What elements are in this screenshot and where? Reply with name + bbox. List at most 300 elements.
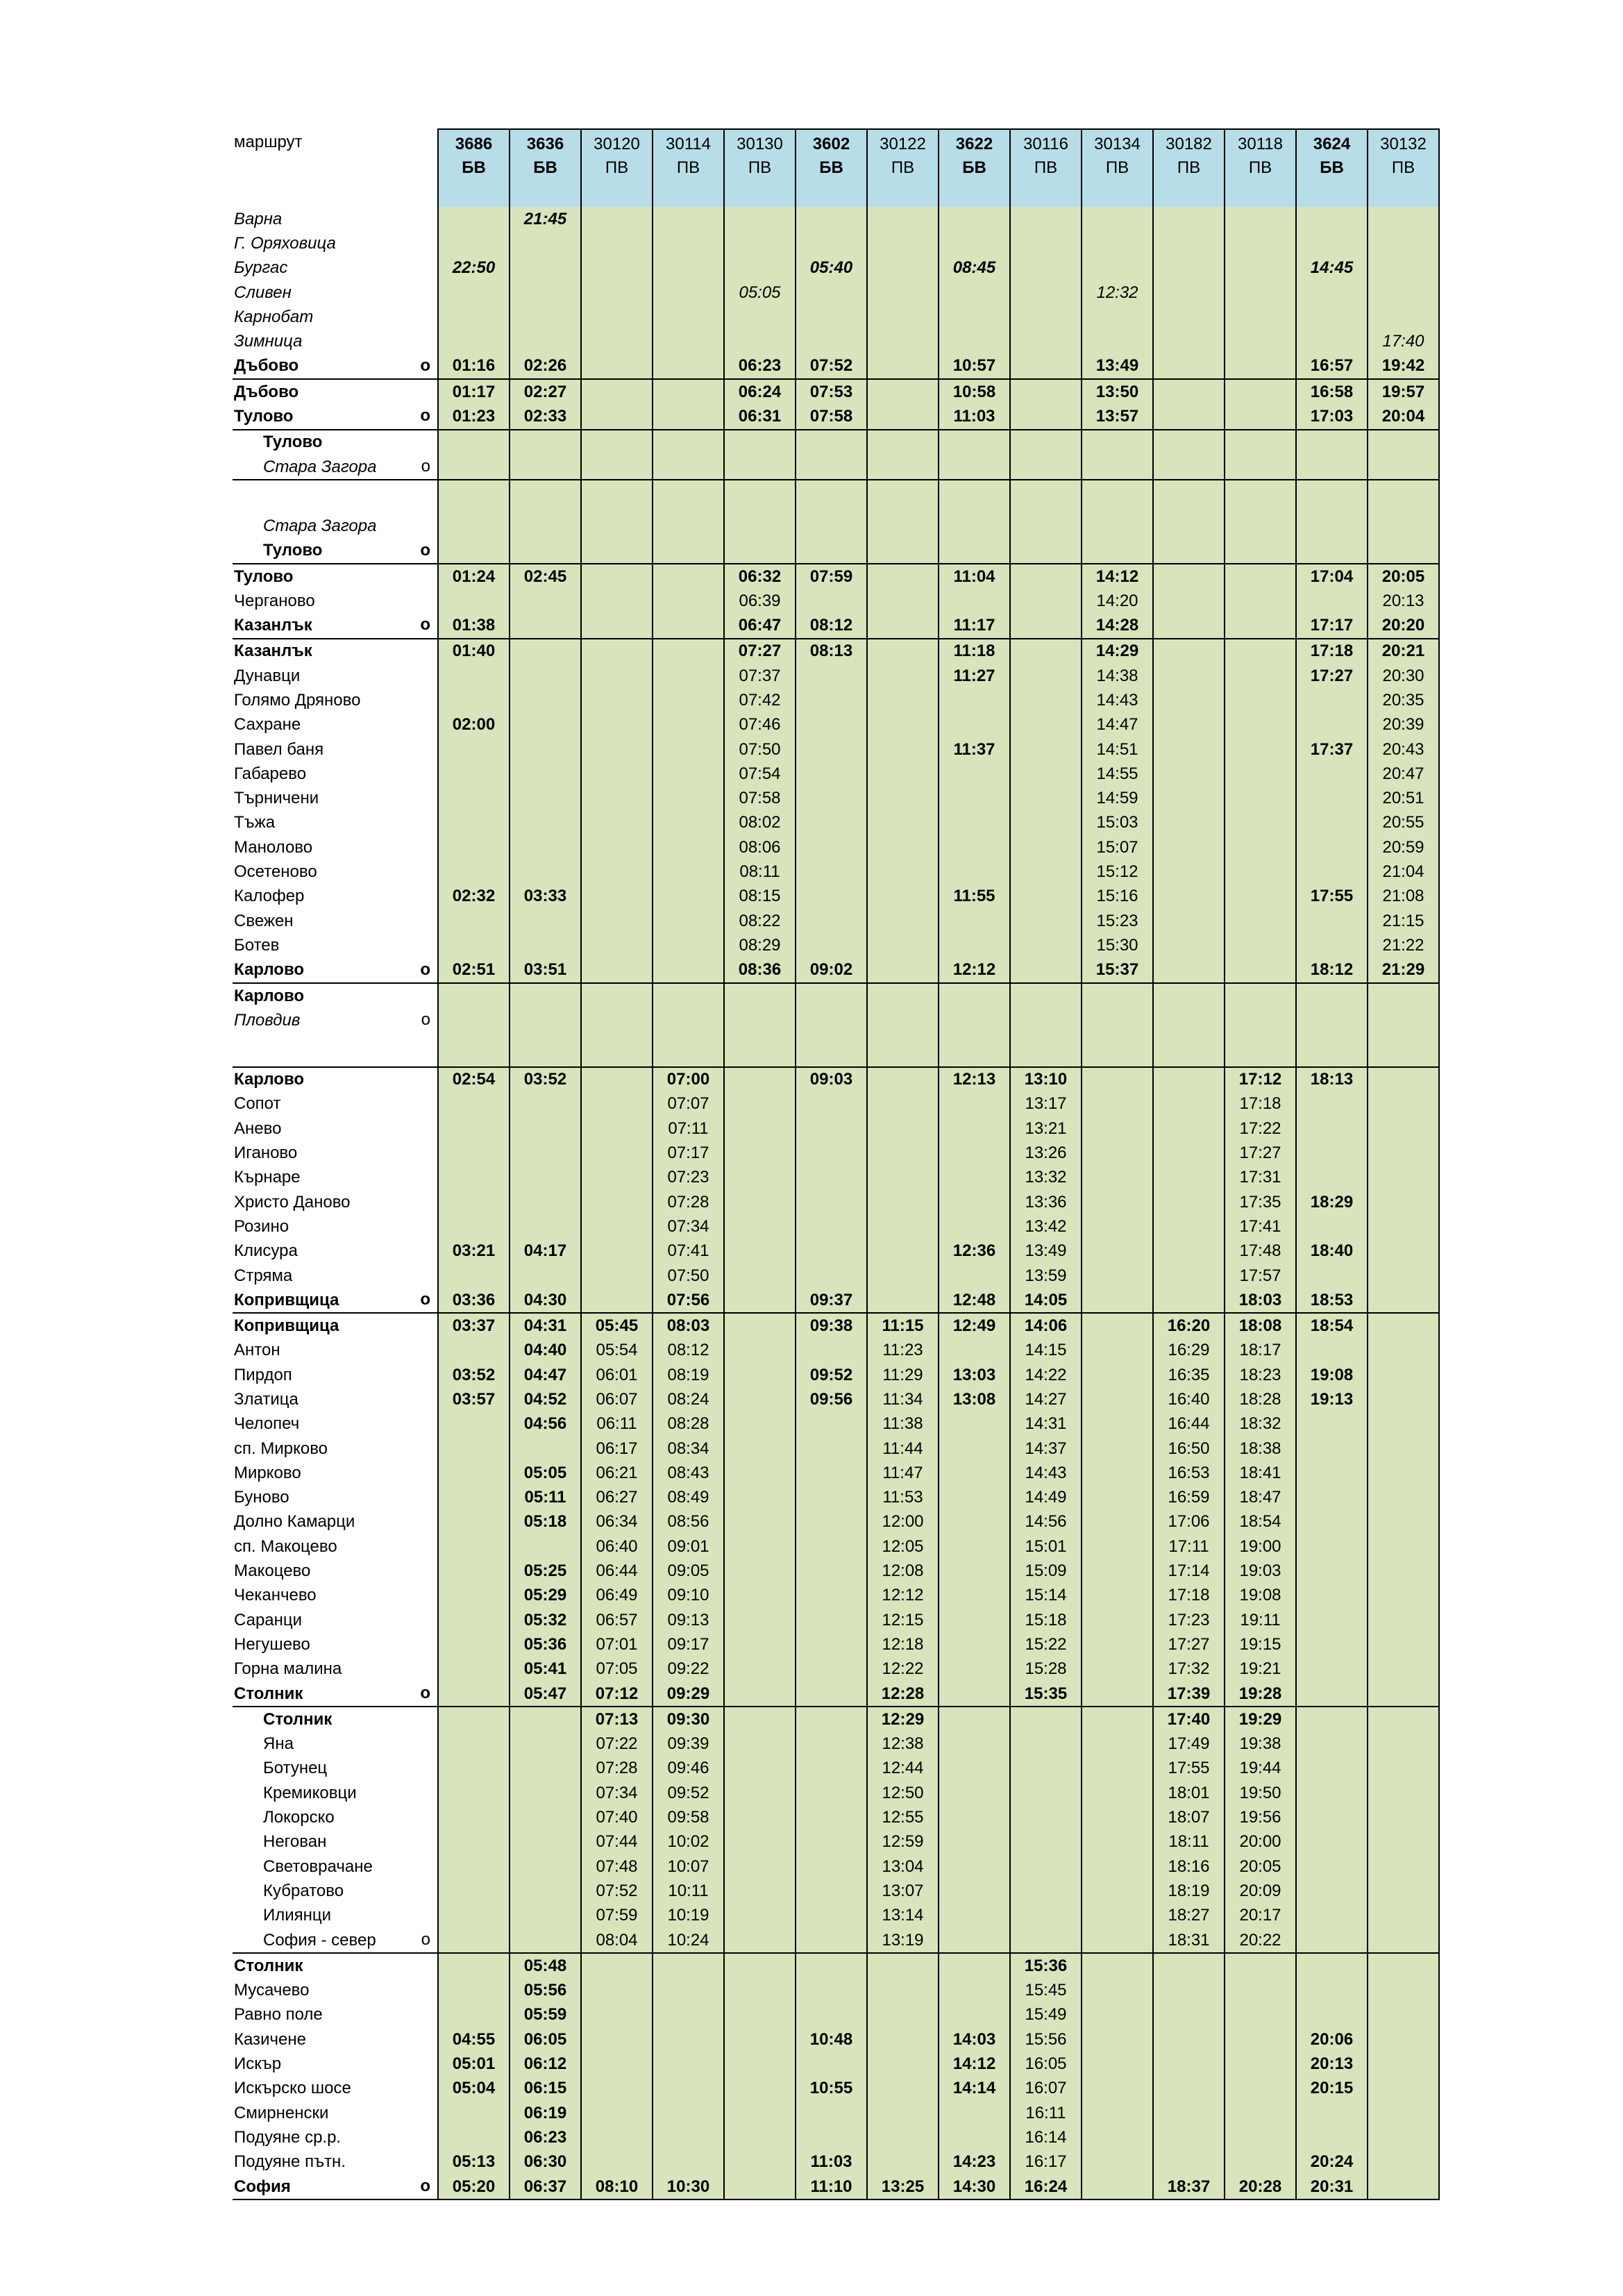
time-cell [1010,835,1082,860]
time-cell [1225,1008,1296,1032]
time-cell: 04:17 [510,1239,581,1264]
time-cell: 17:39 [1153,1682,1225,1707]
time-cell: 03:36 [438,1288,510,1313]
time-cell: 17:27 [1296,664,1368,688]
time-cell: 07:23 [653,1166,724,1190]
time-cell [1082,1608,1153,1632]
time-cell [1082,231,1153,255]
train-header [796,129,867,207]
table-row [233,639,1439,664]
time-cell [939,811,1010,835]
route-label: маршрут [234,133,303,151]
time-cell [939,713,1010,737]
time-cell [939,430,1010,455]
time-cell: 05:04 [438,2077,510,2101]
time-cell: 11:04 [939,564,1010,589]
time-cell [796,1166,867,1190]
time-cell [1010,1854,1082,1879]
time-cell [1082,1707,1153,1732]
time-cell: 22:50 [438,256,510,280]
time-cell [1225,2125,1296,2150]
time-cell [1082,329,1153,353]
time-cell: 17:48 [1225,1239,1296,1264]
time-cell: 16:05 [1010,2052,1082,2076]
arrival-marker: о [420,540,430,560]
time-cell [1082,1510,1153,1534]
time-cell [939,1657,1010,1682]
time-cell [796,280,867,305]
time-cell [581,909,653,933]
time-cell: 18:27 [1153,1904,1225,1928]
time-cell [796,1608,867,1632]
time-cell [1225,1033,1296,1067]
time-cell: 13:49 [1010,1239,1082,1264]
time-cell [1368,1214,1439,1239]
time-cell [1225,787,1296,811]
time-cell: 07:44 [581,1830,653,1854]
time-cell: 07:56 [653,1288,724,1313]
time-cell [1368,1928,1439,1953]
time-cell: 08:29 [724,933,796,957]
time-cell [581,639,653,664]
time-cell [867,404,939,429]
train-number: 30118 [1238,135,1283,153]
time-cell [438,860,510,884]
time-cell: 03:57 [438,1387,510,1411]
time-cell [724,1116,796,1141]
time-cell [653,280,724,305]
time-cell [1082,1363,1153,1387]
time-cell: 13:49 [1082,354,1153,379]
time-cell: 17:49 [1153,1732,1225,1757]
time-cell [1296,1412,1368,1436]
time-cell [1296,1682,1368,1707]
station-cell [233,231,438,255]
station-name: Столник [234,1956,303,1975]
station-cell [233,639,438,664]
train-header [867,129,939,207]
time-cell [1368,1757,1439,1781]
station-name: Голямо Дряново [234,690,361,710]
station-name: Свежен [234,911,294,930]
time-cell [438,207,510,231]
time-cell [1296,2003,1368,2027]
time-cell [653,933,724,957]
arrival-marker: о [420,1290,430,1309]
time-cell [796,1854,867,1879]
station-name: Антон [234,1341,280,1360]
time-cell [1082,1141,1153,1165]
time-cell [438,2101,510,2125]
time-cell [1296,1757,1368,1781]
time-cell: 09:01 [653,1534,724,1559]
time-cell [1082,480,1153,514]
time-cell [653,2125,724,2150]
time-cell: 12:13 [939,1067,1010,1092]
time-cell [867,1978,939,2002]
time-cell [1296,1214,1368,1239]
time-cell [724,1978,796,2002]
time-cell [653,2150,724,2175]
time-cell [1010,787,1082,811]
train-header [1368,129,1439,207]
time-cell [438,1657,510,1682]
station-cell [233,1854,438,1879]
time-cell [1153,1953,1225,1978]
time-cell: 01:23 [438,404,510,429]
time-cell [724,1559,796,1583]
time-cell: 14:38 [1082,664,1153,688]
time-cell [581,589,653,613]
table-row [233,589,1439,613]
time-cell [438,1707,510,1732]
time-cell [1296,787,1368,811]
time-cell: 12:08 [867,1559,939,1583]
time-cell: 11:47 [867,1461,939,1485]
time-cell: 14:15 [1010,1339,1082,1363]
station-name: Кремиковци [263,1783,357,1802]
station-name: Казанлък [234,616,312,635]
time-cell [1010,480,1082,514]
time-cell [653,1033,724,1067]
time-cell [724,305,796,329]
time-cell: 14:28 [1082,613,1153,638]
time-cell [1296,305,1368,329]
time-cell: 11:17 [939,613,1010,638]
station-name: Стряма [234,1266,293,1285]
time-cell: 06:12 [510,2052,581,2076]
time-cell: 10:02 [653,1830,724,1854]
time-cell: 05:05 [510,1461,581,1485]
table-row [233,787,1439,811]
time-cell [796,1116,867,1141]
time-cell [1010,1904,1082,1928]
train-header [581,129,653,207]
time-cell: 11:18 [939,639,1010,664]
time-cell [1082,1854,1153,1879]
time-cell [1153,564,1225,589]
time-cell [796,1682,867,1707]
time-cell: 09:13 [653,1608,724,1632]
time-cell [581,1239,653,1264]
time-cell [438,1534,510,1559]
time-cell: 11:15 [867,1313,939,1338]
station-name: Тъжа [234,813,276,832]
time-cell: 07:37 [724,664,796,688]
time-cell: 20:00 [1225,1830,1296,1854]
time-cell [1082,1757,1153,1781]
station-name: Мирково [234,1463,301,1482]
train-header [1082,129,1153,207]
table-row [233,514,1439,538]
time-cell [653,207,724,231]
time-cell [724,2125,796,2150]
time-cell: 11:27 [939,664,1010,688]
time-cell [1153,404,1225,429]
time-cell [438,280,510,305]
time-cell [581,2052,653,2076]
time-cell [1368,231,1439,255]
time-cell [724,480,796,514]
time-cell: 15:07 [1082,835,1153,860]
time-cell [1225,305,1296,329]
time-cell [867,514,939,538]
time-cell: 07:52 [796,354,867,379]
time-cell: 03:52 [438,1363,510,1387]
station-cell [233,2003,438,2027]
time-cell: 16:40 [1153,1387,1225,1411]
time-cell [939,1436,1010,1461]
station-name: Столник [263,1709,333,1729]
time-cell [1296,835,1368,860]
table-row [233,1978,1439,2002]
time-cell [1368,1339,1439,1363]
time-cell [724,2027,796,2052]
time-cell: 16:59 [1153,1486,1225,1510]
station-cell [233,2077,438,2101]
time-cell [1225,713,1296,737]
time-cell: 07:13 [581,1707,653,1732]
time-cell [1296,207,1368,231]
time-cell [653,480,724,514]
time-cell: 18:41 [1225,1461,1296,1485]
time-cell [438,664,510,688]
time-cell [939,2125,1010,2150]
station-name: Локорско [263,1808,335,1827]
time-cell: 05:41 [510,1657,581,1682]
time-cell [1368,1534,1439,1559]
time-cell: 07:48 [581,1854,653,1879]
time-cell: 10:55 [796,2077,867,2101]
time-cell [939,1757,1010,1781]
time-cell [939,983,1010,1008]
time-cell: 13:36 [1010,1190,1082,1214]
time-cell: 06:39 [724,589,796,613]
time-cell [510,787,581,811]
time-cell [724,1805,796,1829]
time-cell [1082,1339,1153,1363]
time-cell [1082,1632,1153,1657]
time-cell [1225,480,1296,514]
time-cell [438,1166,510,1190]
time-cell [796,1707,867,1732]
time-cell [867,613,939,638]
time-cell: 07:50 [653,1264,724,1288]
time-cell: 14:45 [1296,256,1368,280]
table-row [233,933,1439,957]
time-cell [1153,983,1225,1008]
time-cell [1296,1732,1368,1757]
time-cell [796,1757,867,1781]
time-cell [867,1953,939,1978]
time-cell [1225,762,1296,786]
time-cell [438,455,510,480]
time-cell: 15:16 [1082,885,1153,909]
time-cell [510,1879,581,1903]
table-row [233,280,1439,305]
station-cell [233,933,438,957]
table-row [233,231,1439,255]
station-name: Негушево [234,1634,310,1654]
time-cell [1153,231,1225,255]
station-name: Павел баня [234,739,324,759]
train-header [1225,129,1296,207]
time-cell [796,1008,867,1032]
time-cell [438,811,510,835]
time-cell [939,1033,1010,1067]
time-cell [724,1339,796,1363]
time-cell: 13:25 [867,2175,939,2199]
time-cell: 12:36 [939,1239,1010,1264]
time-cell [724,1008,796,1032]
time-cell: 14:29 [1082,639,1153,664]
time-cell: 18:08 [1225,1313,1296,1338]
time-cell [796,329,867,353]
station-name: Сливен [234,283,292,302]
time-cell [1153,688,1225,712]
time-cell [1368,1486,1439,1510]
time-cell [510,1707,581,1732]
time-cell: 07:41 [653,1239,724,1264]
time-cell [796,1978,867,2002]
table-row [233,1387,1439,1411]
time-cell [1010,909,1082,933]
time-cell: 05:59 [510,2003,581,2027]
time-cell [796,2101,867,2125]
table-row [233,1092,1439,1116]
table-row [233,1339,1439,1363]
time-cell [1082,2175,1153,2199]
time-cell: 08:06 [724,835,796,860]
time-cell [1082,1387,1153,1411]
time-cell [438,762,510,786]
time-cell [1296,455,1368,480]
time-cell: 07:17 [653,1141,724,1165]
time-cell [796,1781,867,1805]
time-cell [939,1412,1010,1436]
time-cell: 10:07 [653,1854,724,1879]
time-cell [1153,1008,1225,1032]
station-cell [233,787,438,811]
time-cell: 13:42 [1010,1214,1082,1239]
time-cell: 10:57 [939,354,1010,379]
time-cell [653,305,724,329]
time-cell: 20:30 [1368,664,1439,688]
time-cell: 17:17 [1296,613,1368,638]
time-cell: 13:14 [867,1904,939,1928]
time-cell [867,860,939,884]
station-cell [233,1559,438,1583]
time-cell: 02:54 [438,1067,510,1092]
time-cell [438,1854,510,1879]
time-cell: 20:35 [1368,688,1439,712]
time-cell [1225,613,1296,638]
time-cell [867,564,939,589]
time-cell: 14:23 [939,2150,1010,2175]
train-type: БВ [962,158,986,177]
time-cell [939,455,1010,480]
time-cell [939,835,1010,860]
station-name: Челопеч [234,1414,300,1434]
time-cell [1153,909,1225,933]
table-row [233,1033,1439,1067]
time-cell [867,1008,939,1032]
train-number: 30120 [594,135,640,153]
time-cell [939,909,1010,933]
table-row [233,480,1439,514]
time-cell [1010,713,1082,737]
time-cell [939,1339,1010,1363]
time-cell [724,455,796,480]
time-cell [1368,1067,1439,1092]
time-cell: 06:24 [724,379,796,404]
station-name: Дунавци [234,666,301,685]
time-cell: 04:56 [510,1412,581,1436]
table-row [233,1584,1439,1608]
time-cell: 11:23 [867,1339,939,1363]
time-cell: 07:52 [581,1879,653,1903]
time-cell [867,2027,939,2052]
time-cell [724,1486,796,1510]
station-name: Анево [234,1118,282,1138]
time-cell [796,909,867,933]
table-row [233,613,1439,638]
station-name: Казанлък [234,642,312,661]
time-cell [1225,455,1296,480]
time-cell: 15:03 [1082,811,1153,835]
time-cell [438,1033,510,1067]
table-row [233,2125,1439,2150]
time-cell [1225,983,1296,1008]
time-cell [1296,1830,1368,1854]
station-name: Световрачане [263,1857,373,1876]
station-name: Кубратово [263,1881,344,1900]
time-cell: 06:05 [510,2027,581,2052]
station-cell [233,280,438,305]
time-cell [1153,1092,1225,1116]
time-cell [724,1239,796,1264]
time-cell: 05:48 [510,1953,581,1978]
time-cell: 05:20 [438,2175,510,2199]
time-cell [1296,983,1368,1008]
time-cell [939,1190,1010,1214]
time-cell [1082,455,1153,480]
train-header [1296,129,1368,207]
time-cell [510,280,581,305]
time-cell: 17:14 [1153,1559,1225,1583]
time-cell [1368,1830,1439,1854]
time-cell: 18:54 [1225,1510,1296,1534]
time-cell [867,2101,939,2125]
time-cell [1225,2101,1296,2125]
station-cell [233,539,438,564]
station-cell [233,1486,438,1510]
time-cell [796,1190,867,1214]
train-type: БВ [462,158,486,177]
station-cell [233,885,438,909]
time-cell [510,909,581,933]
time-cell [1153,1288,1225,1313]
time-cell: 11:34 [867,1387,939,1411]
time-cell [438,1559,510,1583]
time-cell: 06:19 [510,2101,581,2125]
time-cell: 07:12 [581,1682,653,1707]
train-header [438,129,510,207]
time-cell: 17:03 [1296,404,1368,429]
table-row [233,1067,1439,1092]
time-cell [796,787,867,811]
station-name: Карлово [234,986,305,1005]
